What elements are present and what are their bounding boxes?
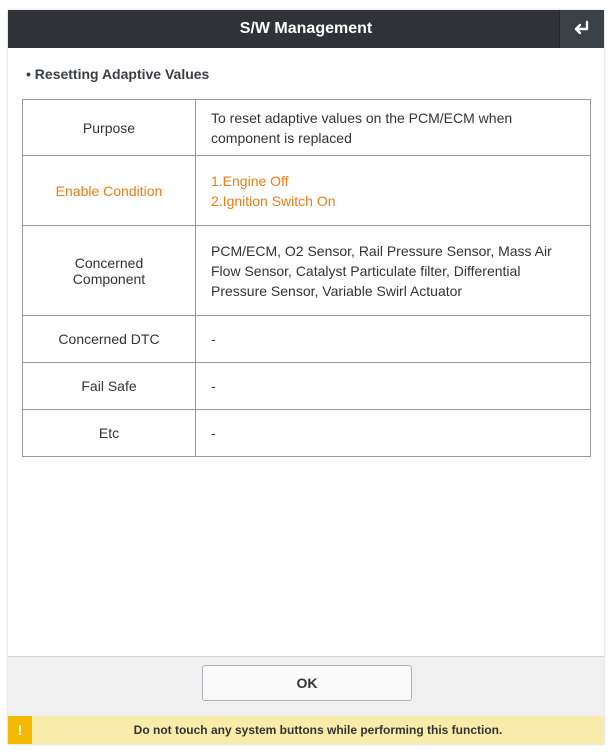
row-label: Purpose bbox=[23, 100, 196, 156]
label-line: Concerned bbox=[74, 254, 144, 271]
value-line: Flow Sensor, Catalyst Particulate filter, Differential bbox=[211, 262, 521, 279]
page-title: S/W Management bbox=[239, 20, 373, 37]
row-value bbox=[196, 100, 591, 156]
value-line: Pressure Sensor, Variable Swirl Actuator bbox=[211, 282, 463, 299]
value-line: PCM/ECM, O2 Sensor, Rail Pressure Sensor, Mass Air bbox=[211, 242, 552, 259]
dialog-window bbox=[8, 10, 604, 744]
table-row bbox=[23, 100, 591, 156]
value-line: component is replaced bbox=[211, 129, 352, 146]
value-line: 1.Engine Off bbox=[211, 172, 289, 189]
row-value: - bbox=[196, 410, 591, 457]
row-value bbox=[196, 156, 591, 226]
row-label: Concerned DTC bbox=[23, 316, 196, 363]
row-label: Etc bbox=[23, 410, 196, 457]
button-bar bbox=[8, 656, 604, 717]
row-label bbox=[23, 226, 196, 316]
label-line: Component bbox=[72, 270, 146, 287]
row-label: Enable Condition bbox=[23, 156, 196, 226]
row-value: - bbox=[196, 363, 591, 410]
table-row-enable-condition bbox=[23, 156, 591, 226]
warning-text: Do not touch any system buttons while performing this function. bbox=[133, 723, 503, 737]
info-table bbox=[22, 99, 591, 457]
value-line: To reset adaptive values on the PCM/ECM when bbox=[211, 109, 513, 126]
row-label: Fail Safe bbox=[23, 363, 196, 410]
ok-button[interactable]: OK bbox=[202, 665, 412, 701]
back-button[interactable] bbox=[559, 10, 604, 48]
warning-icon: ! bbox=[8, 716, 32, 744]
value-line: 2.Ignition Switch On bbox=[211, 192, 336, 209]
table-row bbox=[23, 316, 591, 363]
table-row bbox=[23, 226, 591, 316]
section-title: • Resetting Adaptive Values bbox=[26, 66, 210, 82]
table-row bbox=[23, 410, 591, 457]
return-arrow-icon bbox=[572, 20, 592, 38]
warning-bar bbox=[8, 716, 604, 744]
row-value: - bbox=[196, 316, 591, 363]
table-row bbox=[23, 363, 591, 410]
row-value bbox=[196, 226, 591, 316]
title-bar bbox=[8, 10, 604, 48]
